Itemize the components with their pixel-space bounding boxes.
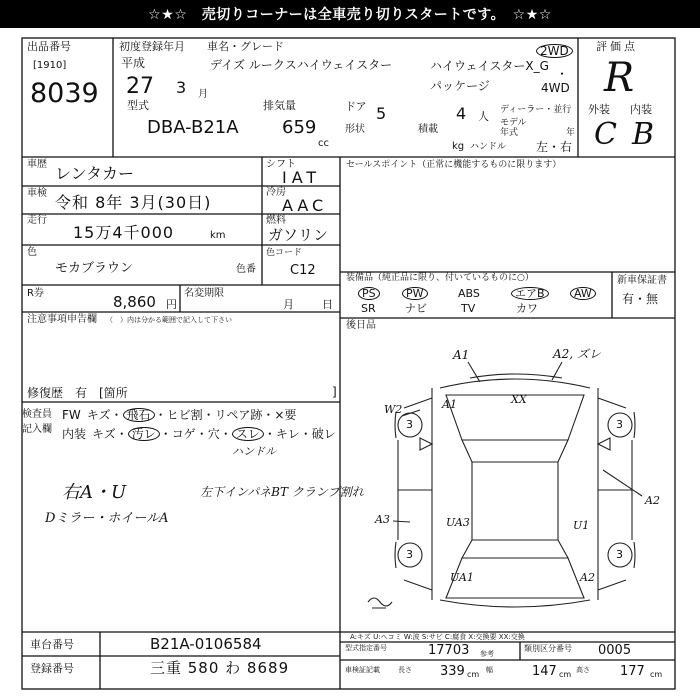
class-number-label: 類別区分番号 (524, 644, 572, 653)
class-number: 0005 (598, 643, 632, 658)
rear-bumper (440, 600, 590, 607)
displacement-value: 659 (282, 117, 317, 138)
equipment-pw: PW (402, 287, 428, 300)
equipment-airbag: エアB (511, 287, 549, 300)
warranty-value: 有・無 (622, 292, 659, 306)
leader-line-front-left (468, 362, 480, 382)
fw-token: FW (62, 408, 81, 422)
inspector-label-2: 記入欄 (22, 424, 52, 435)
banner (0, 0, 700, 28)
roof-panel (472, 462, 558, 540)
registration-era: 平成 (121, 56, 146, 70)
width-unit: cm (559, 670, 572, 679)
mark-front-left: A1 (453, 348, 470, 362)
fw-token: ・ヒビ割・リペア跡・×要 (154, 408, 297, 422)
interior-token: 内装 (62, 427, 87, 441)
color-number-label: 色番 (236, 264, 256, 275)
right-side-panel (598, 398, 632, 590)
recycle-label: R券 (27, 288, 44, 299)
mark-hood-right: XX (511, 393, 527, 406)
equipment-tv: TV (461, 302, 476, 315)
interior-token: キズ・ (92, 427, 128, 441)
fw-token: 飛石 (123, 408, 155, 422)
inspector-extra-note: ハンドル (232, 445, 276, 458)
equipment-sr: SR (361, 302, 376, 315)
chassis-label: 車台番号 (30, 638, 74, 651)
displacement-label: 排気量 (263, 99, 296, 112)
score-exterior: C (594, 117, 617, 152)
recycle-value: 8,860 (113, 293, 156, 311)
mark-wheel-front-left: 3 (406, 418, 413, 431)
fuel-value: ガソリン (268, 226, 329, 244)
vehicle-grade-line1: ハイウェイスターX_G (430, 59, 549, 73)
vehicle-grade-line2: パッケージ (430, 79, 490, 93)
notes-hint: （ ）内は分かる範囲で記入して下さい (106, 316, 232, 324)
interior-token: 汚レ (128, 427, 160, 441)
vehicle-grade-dot: ・ (556, 67, 569, 81)
import-type-label: ディーラー・並行 (500, 105, 572, 115)
shape-label: 形状 (345, 124, 365, 135)
capacity-unit: 人 (478, 110, 489, 123)
model-year-label-2: 年式 (500, 128, 519, 138)
equipment-navi: ナビ (405, 302, 427, 315)
mark-right-side: A2 (645, 494, 660, 507)
inspection-value: 令和 8年 3月(30日) (55, 193, 212, 212)
color-value: モカブラウン (55, 261, 134, 276)
mark-wheel-rear-right: 3 (616, 548, 623, 561)
score-overall: R (604, 55, 635, 101)
doors-value: 5 (376, 104, 387, 123)
sales-point-label: セールスポイント（正常に機能するものに限ります） (346, 160, 562, 170)
drive-2wd: 2WD (536, 44, 573, 58)
doors-label: ドア (345, 100, 367, 113)
type-number-sub: 参考 (480, 650, 494, 658)
plate-label: 登録番号 (30, 662, 74, 675)
lot-code: [1910] (33, 60, 67, 71)
handwritten-note-2: 左下インパネBT クランプ割れ (200, 485, 364, 499)
handwritten-note-3: Dミラー・ホイールA (45, 511, 169, 526)
later-items-label: 後日品 (346, 320, 376, 331)
shift-label: シフト (266, 159, 296, 170)
mileage-label: 走行 (27, 215, 47, 226)
windshield (462, 440, 568, 462)
height-value: 177 (620, 664, 645, 679)
rear-window (462, 540, 568, 558)
width-value: 147 (532, 664, 557, 679)
right-mirror (598, 438, 610, 450)
interior-token: ・キレ・破レ (263, 427, 336, 441)
model-year-unit: 年 (566, 128, 576, 138)
drive-4wd: 4WD (541, 81, 570, 95)
score-exterior-label: 外装 (588, 103, 610, 116)
mark-rear-right: A2 (580, 571, 595, 584)
leader-line-front-right (552, 362, 562, 380)
repair-history-label: 修復歴 有 [箇所 (27, 386, 128, 400)
score-interior-label: 内装 (630, 103, 652, 116)
front-bumper (440, 379, 590, 388)
capacity-value: 4 (456, 104, 467, 123)
aircon-label: 冷房 (266, 187, 286, 198)
name-change-label: 名変期限 (184, 288, 224, 299)
mileage-unit: km (210, 230, 226, 241)
length-unit: cm (467, 670, 480, 679)
color-label: 色 (27, 247, 37, 258)
mark-front-right: A2, ズレ (553, 347, 601, 361)
repair-history-close: ] (332, 385, 337, 399)
right-wheel-arches (634, 412, 635, 568)
equipment-abs: ABS (458, 287, 480, 300)
registration-year: 27 (126, 74, 154, 99)
plate-number: 三重 580 わ 8689 (150, 659, 290, 677)
handwritten-note-1: 右A・U (62, 482, 127, 503)
interior-token: ・コゲ・穴・ (159, 427, 232, 441)
spare-tire-sketch (368, 598, 392, 608)
leader-line-windshield (402, 410, 420, 416)
recycle-unit: 円 (166, 298, 177, 311)
mark-right-door: U1 (573, 519, 590, 532)
mark-wheel-rear-left: 3 (406, 548, 413, 561)
type-number-label: 型式指定番号 (345, 644, 387, 652)
left-mirror (420, 438, 432, 450)
fw-token: キズ・ (86, 408, 123, 422)
height-unit: cm (650, 670, 663, 679)
length-value: 339 (440, 664, 465, 679)
inspector-interior-line (62, 427, 336, 441)
score-interior: B (632, 117, 655, 152)
displacement-unit: cc (318, 138, 329, 149)
front-edge (470, 374, 562, 378)
lot-number: 8039 (30, 78, 99, 109)
model-year-label-1: モデル (500, 118, 527, 128)
inspector-fw-line (62, 408, 296, 422)
mileage-value: 15万4千000 (73, 223, 175, 242)
type-number: 17703 (428, 643, 470, 658)
mark-left-side: A3 (375, 513, 390, 526)
score-label: 評価点 (596, 40, 638, 53)
dims-label: 車検証記載 (345, 666, 380, 674)
name-change-day: 日 (322, 298, 333, 311)
name-change-month: 月 (283, 298, 294, 311)
length-label: 長さ (398, 666, 412, 674)
equipment-leather: カワ (516, 302, 538, 315)
mark-wheel-front-right: 3 (616, 418, 623, 431)
first-registration-label: 初度登録年月 (119, 40, 185, 53)
interior-token: スレ (232, 427, 264, 441)
mark-rear-left: UA1 (450, 571, 474, 584)
model-label: 型式 (127, 99, 149, 112)
warranty-label: 新車保証書 (617, 275, 667, 286)
color-code-label: 色コード (266, 248, 303, 258)
shift-value: IAT (282, 168, 322, 187)
leader-line-left-side (393, 521, 410, 522)
load-label: 積載 (418, 124, 438, 135)
leader-line-right-side (603, 470, 642, 496)
lot-label: 出品番号 (27, 40, 71, 53)
notes-label: 注意事項申告欄 (27, 314, 97, 325)
vehicle-name-label: 車名・グレード (207, 40, 284, 53)
steering-label: ハンドル (470, 142, 507, 152)
inspector-label-1: 検査員 (22, 409, 52, 420)
mark-left-door: UA3 (446, 516, 470, 529)
load-unit: kg (452, 141, 465, 152)
damage-legend: A:キズ U:ヘコミ W:波 S:サビ C:腐食 X:交換要 XX:交換 (350, 633, 525, 641)
vehicle-name: デイズ ルークスハイウェイスター (210, 58, 393, 72)
mark-hood-left: A1 (442, 398, 457, 411)
left-wheel-arches (395, 412, 396, 568)
equipment-ps: PS (358, 287, 380, 300)
registration-month-unit: 月 (198, 89, 208, 100)
registration-month: 3 (176, 78, 187, 97)
history-label: 車歴 (27, 159, 47, 170)
equipment-aw: AW (570, 287, 596, 300)
height-label: 高さ (576, 666, 590, 674)
history-value: レンタカー (55, 164, 134, 183)
model-value: DBA-B21A (147, 117, 239, 138)
chassis-number: B21A-0106584 (150, 635, 262, 653)
mark-windshield-left: W2 (384, 403, 403, 416)
banner-text: ☆★☆ 売切りコーナーは全車売り切りスタートです。 ☆★☆ (148, 7, 552, 23)
equipment-label: 装備品（純正品に限り、付いているものに○） (346, 273, 534, 283)
inspection-label: 車検 (27, 188, 47, 199)
left-side-panel (398, 398, 432, 590)
steering-value: 左・右 (536, 140, 573, 154)
fuel-label: 燃料 (266, 215, 286, 226)
width-label: 幅 (486, 666, 493, 674)
color-code: C12 (290, 263, 316, 278)
aircon-value: AAC (282, 196, 328, 215)
